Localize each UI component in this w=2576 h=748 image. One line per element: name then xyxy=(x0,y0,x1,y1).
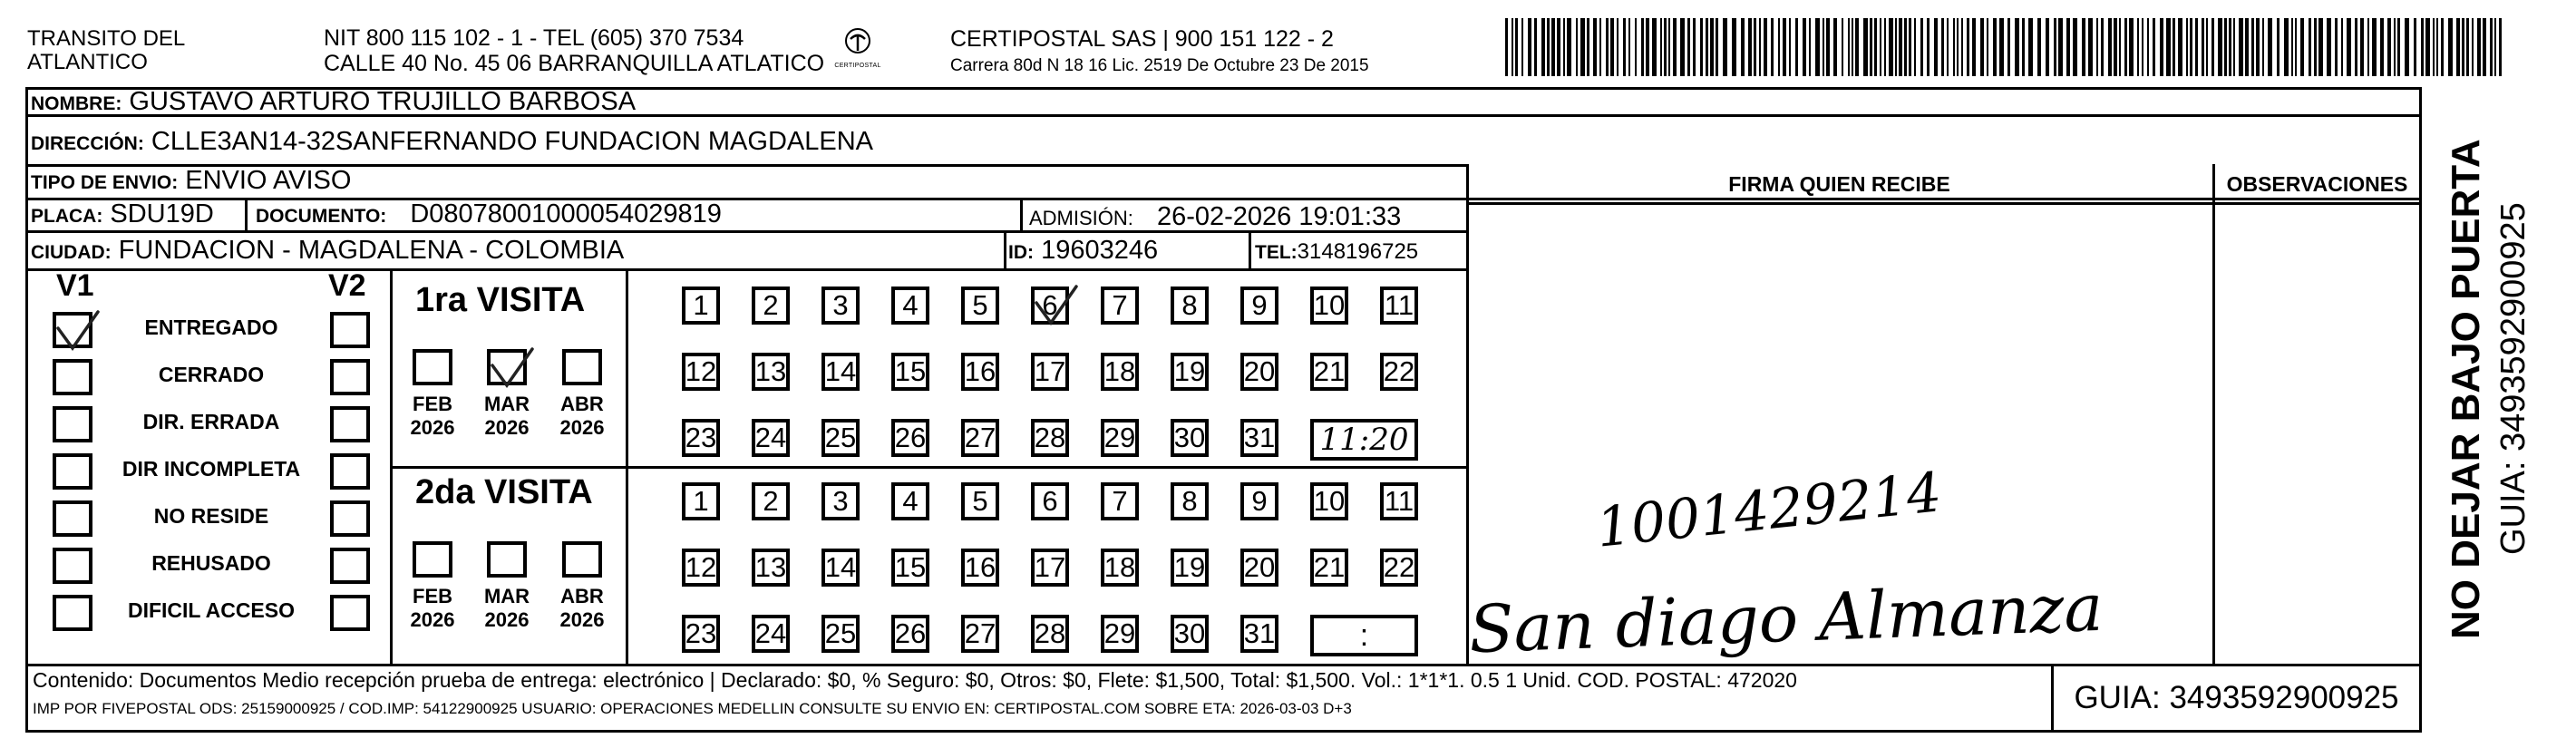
day-checkbox[interactable] xyxy=(1171,482,1209,520)
v1-checkbox[interactable] xyxy=(53,359,92,395)
visit2-title: 2da VISITA xyxy=(415,473,593,511)
day-number: 16 xyxy=(964,355,996,387)
day-checkbox[interactable] xyxy=(821,419,860,457)
v2-label: V2 xyxy=(328,268,366,303)
day-number: 11 xyxy=(1384,485,1414,517)
firma-header: FIRMA QUIEN RECIBE xyxy=(1728,172,1950,196)
month-name: ABR xyxy=(560,585,604,607)
day-checkbox[interactable] xyxy=(821,549,860,587)
placa-row xyxy=(31,198,214,233)
day-checkbox[interactable] xyxy=(682,482,720,520)
documento-label: DOCUMENTO: xyxy=(256,206,387,227)
footer-guia: GUIA: 3493592900925 xyxy=(2074,680,2399,715)
visit1-title: 1ra VISITA xyxy=(415,281,586,319)
day-checkbox[interactable] xyxy=(1171,419,1209,457)
day-number: 1 xyxy=(693,485,709,517)
month-year: 2026 xyxy=(484,608,530,631)
nombre-row xyxy=(31,87,636,114)
month-name: FEB xyxy=(413,393,452,415)
day-number: 9 xyxy=(1251,289,1268,321)
v1-label: V1 xyxy=(56,268,94,303)
month-year: 2026 xyxy=(559,416,605,439)
day-number: 28 xyxy=(1034,617,1066,649)
month-checkbox[interactable] xyxy=(487,541,527,578)
org-name xyxy=(27,27,185,74)
day-number: 29 xyxy=(1103,617,1136,649)
day-checkbox[interactable] xyxy=(961,419,999,457)
day-checkbox[interactable] xyxy=(1310,287,1348,325)
status-option-label: REHUSADO xyxy=(151,551,271,575)
day-checkbox[interactable] xyxy=(1101,482,1139,520)
day-checkbox[interactable] xyxy=(1101,287,1139,325)
v2-checkbox[interactable] xyxy=(330,406,370,442)
month-label xyxy=(548,585,617,632)
v1-checkbox[interactable] xyxy=(53,312,92,348)
day-number: 27 xyxy=(964,422,996,453)
day-number: 6 xyxy=(1042,485,1058,517)
day-checkbox[interactable] xyxy=(1101,549,1139,587)
barcode xyxy=(1505,18,2507,76)
month-name: FEB xyxy=(413,585,452,607)
status-option-label: DIR. ERRADA xyxy=(142,410,280,433)
v2-checkbox[interactable] xyxy=(330,312,370,348)
month-name: ABR xyxy=(560,393,604,415)
day-number: 4 xyxy=(902,289,919,321)
day-number: 21 xyxy=(1313,551,1346,583)
day-number: 24 xyxy=(754,617,787,649)
day-checkbox[interactable] xyxy=(1240,419,1278,457)
org-address: CALLE 40 No. 45 06 BARRANQUILLA ATLATICO xyxy=(324,51,825,76)
day-checkbox[interactable] xyxy=(682,419,720,457)
day-checkbox[interactable] xyxy=(682,287,720,325)
time-value: 11:20 xyxy=(1319,422,1409,458)
day-number: 20 xyxy=(1243,551,1276,583)
handwritten-id: 1001429214 xyxy=(1593,461,1945,560)
day-number: 19 xyxy=(1173,355,1206,387)
day-checkbox[interactable] xyxy=(891,549,929,587)
documento-row xyxy=(256,198,722,233)
month-checkbox[interactable] xyxy=(413,541,452,578)
day-number: 26 xyxy=(894,617,927,649)
month-year: 2026 xyxy=(559,608,605,631)
month-checkbox[interactable] xyxy=(487,349,527,385)
day-number: 26 xyxy=(894,422,927,453)
day-number: 18 xyxy=(1103,551,1136,583)
month-label xyxy=(548,393,617,440)
day-number: 15 xyxy=(894,551,927,583)
day-checkbox[interactable] xyxy=(1380,287,1418,325)
observaciones-header: OBSERVACIONES xyxy=(2226,172,2408,196)
courier-name: CERTIPOSTAL SAS | 900 151 122 - 2 xyxy=(950,26,1334,52)
day-checkbox[interactable] xyxy=(682,353,720,391)
tel-label: TEL: xyxy=(1255,242,1298,263)
ciudad-value: FUNDACION - MAGDALENA - COLOMBIA xyxy=(118,236,625,265)
day-checkbox[interactable] xyxy=(752,287,790,325)
day-number: 30 xyxy=(1173,422,1206,453)
nombre-value: GUSTAVO ARTURO TRUJILLO BARBOSA xyxy=(129,87,637,116)
status-option-label: ENTREGADO xyxy=(144,316,278,339)
day-checkbox[interactable] xyxy=(682,615,720,653)
day-number: 13 xyxy=(754,355,787,387)
month-name: MAR xyxy=(483,393,530,415)
day-checkbox[interactable] xyxy=(1031,419,1069,457)
day-number: 8 xyxy=(1181,289,1198,321)
day-number: 25 xyxy=(824,422,857,453)
day-number: 14 xyxy=(824,355,857,387)
day-number: 31 xyxy=(1243,422,1276,453)
day-checkbox[interactable] xyxy=(1310,482,1348,520)
day-checkbox[interactable] xyxy=(1031,353,1069,391)
tipo-row xyxy=(31,164,351,199)
footer-contenido: Contenido: Documentos Medio recepción prueba de entrega: electrónico | Declarado: $0, % Seguro: $0, Otros: $0, Flete: $1,500, Total: $1,500. Vol.: 1*1*1. 0.5 1 Unid. COD. POSTAL: 472020 xyxy=(33,668,1797,692)
documento-value: D08078001000054029819 xyxy=(410,199,722,228)
courier-license: Carrera 80d N 18 16 Lic. 2519 De Octubre 23 De 2015 xyxy=(950,56,1369,75)
month-label xyxy=(472,393,541,440)
day-number: 23 xyxy=(685,422,717,453)
time-field[interactable] xyxy=(1310,615,1418,656)
day-checkbox[interactable] xyxy=(961,615,999,653)
day-checkbox[interactable] xyxy=(891,287,929,325)
org-contact xyxy=(324,25,824,76)
day-number: 21 xyxy=(1313,355,1346,387)
direccion-row xyxy=(31,125,873,160)
day-number: 2 xyxy=(763,485,779,517)
v1-checkbox[interactable] xyxy=(53,595,92,631)
v2-checkbox[interactable] xyxy=(330,548,370,584)
id-row xyxy=(1008,232,1158,271)
day-number: 7 xyxy=(1112,485,1128,517)
month-year: 2026 xyxy=(410,608,455,631)
admision-label: ADMISIÓN: xyxy=(1029,207,1133,229)
day-number: 9 xyxy=(1251,485,1268,517)
v2-checkbox[interactable] xyxy=(330,453,370,490)
day-checkbox[interactable] xyxy=(961,482,999,520)
ciudad-row xyxy=(31,232,624,271)
day-number: 2 xyxy=(763,289,779,321)
check-mark-icon xyxy=(1031,283,1082,330)
month-checkbox[interactable] xyxy=(562,349,602,385)
day-checkbox[interactable] xyxy=(821,287,860,325)
tel-row xyxy=(1255,234,1418,271)
status-option-label: CERRADO xyxy=(158,363,265,386)
day-checkbox[interactable] xyxy=(891,353,929,391)
day-number: 5 xyxy=(972,289,988,321)
v1-checkbox[interactable] xyxy=(53,548,92,584)
day-checkbox[interactable] xyxy=(1101,419,1139,457)
day-number: 14 xyxy=(824,551,857,583)
day-number: 10 xyxy=(1313,289,1346,321)
day-number: 22 xyxy=(1383,355,1415,387)
day-checkbox[interactable] xyxy=(1240,287,1278,325)
day-number: 12 xyxy=(685,551,717,583)
day-checkbox[interactable] xyxy=(752,549,790,587)
day-checkbox[interactable] xyxy=(821,353,860,391)
day-checkbox[interactable] xyxy=(1171,353,1209,391)
v2-checkbox[interactable] xyxy=(330,595,370,631)
day-number: 28 xyxy=(1034,422,1066,453)
day-checkbox[interactable] xyxy=(1101,353,1139,391)
day-checkbox[interactable] xyxy=(1031,482,1069,520)
v2-checkbox[interactable] xyxy=(330,500,370,537)
status-option-label: DIR INCOMPLETA xyxy=(122,457,301,481)
placa-label: PLACA: xyxy=(31,206,103,227)
day-number: 15 xyxy=(894,355,927,387)
day-number: 30 xyxy=(1173,617,1206,649)
day-checkbox[interactable] xyxy=(1380,482,1418,520)
logo-caption: CERTIPOSTAL xyxy=(834,63,881,69)
day-checkbox[interactable] xyxy=(1171,287,1209,325)
day-number: 17 xyxy=(1034,355,1066,387)
org-name-line2: ATLANTICO xyxy=(27,50,148,74)
day-checkbox[interactable] xyxy=(1240,549,1278,587)
day-checkbox[interactable] xyxy=(961,287,999,325)
v1-checkbox[interactable] xyxy=(53,453,92,490)
admision-row xyxy=(1029,199,1401,236)
status-option-label: NO RESIDE xyxy=(153,504,269,528)
day-checkbox[interactable] xyxy=(1380,353,1418,391)
day-number: 1 xyxy=(693,289,709,321)
day-number: 6 xyxy=(1042,289,1058,321)
day-checkbox[interactable] xyxy=(961,549,999,587)
tipo-label: TIPO DE ENVIO: xyxy=(31,172,179,193)
nombre-label: NOMBRE: xyxy=(31,93,122,114)
side-guia: GUIA: 3493592900925 xyxy=(2494,202,2532,555)
day-number: 27 xyxy=(964,617,996,649)
tel-value: 3148196725 xyxy=(1297,239,1419,264)
day-number: 19 xyxy=(1173,551,1206,583)
day-checkbox[interactable] xyxy=(1171,549,1209,587)
direccion-value: CLLE3AN14-32SANFERNANDO FUNDACION MAGDALENA xyxy=(151,127,873,156)
handwritten-signature: San diago Almanza xyxy=(1467,568,2105,668)
footer-imp: IMP POR FIVEPOSTAL ODS: 25159000925 / COD.IMP: 54122900925 USUARIO: OPERACIONES MEDELLIN CONSULTE SU ENVIO EN: CERTIPOSTAL.COM SOBRE ETA: 2026-03-03 D+3 xyxy=(33,700,1352,717)
day-number: 3 xyxy=(832,485,849,517)
day-number: 7 xyxy=(1112,289,1128,321)
ciudad-label: CIUDAD: xyxy=(31,242,112,263)
month-year: 2026 xyxy=(410,416,455,439)
org-name-line1: TRANSITO DEL xyxy=(27,26,186,51)
day-number: 31 xyxy=(1243,617,1276,649)
month-checkbox[interactable] xyxy=(562,541,602,578)
day-number: 3 xyxy=(832,289,849,321)
day-number: 17 xyxy=(1034,551,1066,583)
courier-info xyxy=(950,25,1369,80)
month-checkbox[interactable] xyxy=(413,349,452,385)
day-number: 8 xyxy=(1181,485,1198,517)
day-number: 4 xyxy=(902,485,919,517)
day-checkbox[interactable] xyxy=(752,353,790,391)
v2-checkbox[interactable] xyxy=(330,359,370,395)
certipostal-logo xyxy=(832,27,883,73)
certipostal-logo-icon xyxy=(832,27,883,58)
day-number: 13 xyxy=(754,551,787,583)
day-number: 18 xyxy=(1103,355,1136,387)
month-year: 2026 xyxy=(484,416,530,439)
v1-checkbox[interactable] xyxy=(53,406,92,442)
day-checkbox[interactable] xyxy=(1031,549,1069,587)
day-checkbox[interactable] xyxy=(752,615,790,653)
day-checkbox[interactable] xyxy=(1240,482,1278,520)
day-checkbox[interactable] xyxy=(682,549,720,587)
day-number: 20 xyxy=(1243,355,1276,387)
check-mark-icon xyxy=(487,345,538,393)
time-field[interactable] xyxy=(1310,419,1418,461)
time-value: : xyxy=(1359,617,1369,653)
day-checkbox[interactable] xyxy=(1171,615,1209,653)
day-checkbox[interactable] xyxy=(1240,615,1278,653)
day-checkbox[interactable] xyxy=(821,615,860,653)
placa-value: SDU19D xyxy=(110,199,214,228)
day-checkbox[interactable] xyxy=(891,419,929,457)
day-checkbox[interactable] xyxy=(1380,549,1418,587)
day-number: 16 xyxy=(964,551,996,583)
day-number: 29 xyxy=(1103,422,1136,453)
admision-value: 26-02-2026 19:01:33 xyxy=(1156,202,1402,231)
v1-checkbox[interactable] xyxy=(53,500,92,537)
day-checkbox[interactable] xyxy=(891,615,929,653)
day-number: 12 xyxy=(685,355,717,387)
status-option-label: DIFICIL ACCESO xyxy=(127,598,295,622)
day-checkbox[interactable] xyxy=(752,482,790,520)
day-checkbox[interactable] xyxy=(891,482,929,520)
day-number: 23 xyxy=(685,617,717,649)
day-number: 10 xyxy=(1313,485,1346,517)
day-checkbox[interactable] xyxy=(1310,549,1348,587)
id-value: 19603246 xyxy=(1041,236,1159,265)
day-number: 11 xyxy=(1384,289,1414,321)
day-number: 24 xyxy=(754,422,787,453)
day-number: 5 xyxy=(972,485,988,517)
day-checkbox[interactable] xyxy=(1031,615,1069,653)
tipo-value: ENVIO AVISO xyxy=(185,166,352,195)
org-nit: NIT 800 115 102 - 1 - TEL (605) 370 7534 xyxy=(324,25,744,51)
side-no-dejar: NO DEJAR BAJO PUERTA xyxy=(2444,139,2488,639)
month-label xyxy=(398,585,467,632)
day-checkbox[interactable] xyxy=(1031,287,1069,325)
day-number: 25 xyxy=(824,617,857,649)
month-label xyxy=(398,393,467,440)
day-checkbox[interactable] xyxy=(752,419,790,457)
month-name: MAR xyxy=(483,585,530,607)
day-number: 22 xyxy=(1383,551,1415,583)
day-checkbox[interactable] xyxy=(821,482,860,520)
day-checkbox[interactable] xyxy=(961,353,999,391)
id-label: ID: xyxy=(1008,242,1034,263)
month-label xyxy=(472,585,541,632)
day-checkbox[interactable] xyxy=(1240,353,1278,391)
day-checkbox[interactable] xyxy=(1310,353,1348,391)
direccion-label: DIRECCIÓN: xyxy=(31,133,144,154)
day-checkbox[interactable] xyxy=(1101,615,1139,653)
